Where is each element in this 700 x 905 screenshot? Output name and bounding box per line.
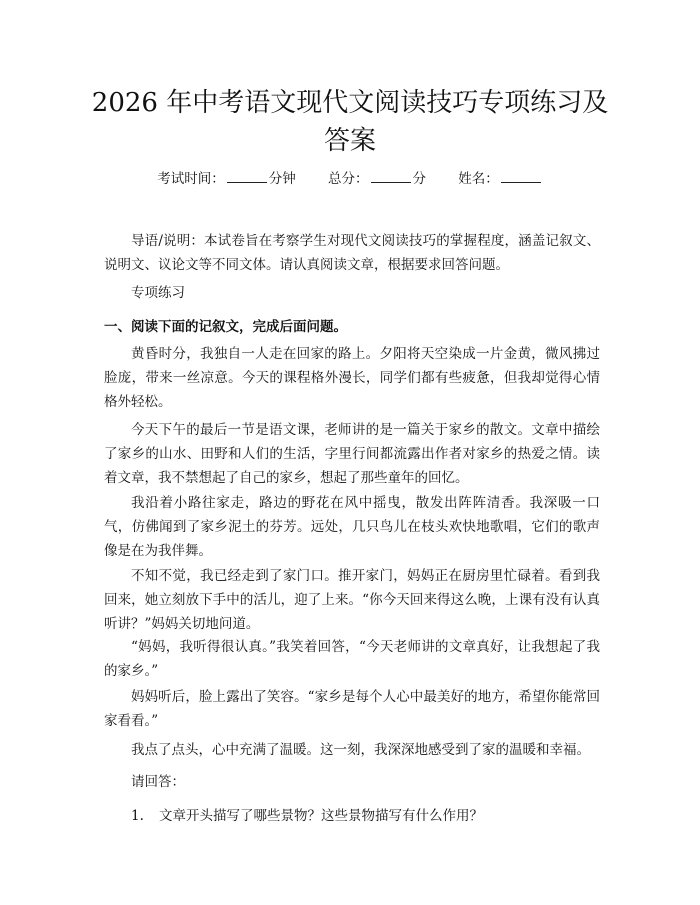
story-paragraph-2: 今天下午的最后一节是语文课，老师讲的是一篇关于家乡的散文。文章中描绘了家乡的山水、田野和人们的生活，字里行间都流露出作者对家乡的热爱之情。读着文章，我不禁想起了自己的家乡，想起了那些童年的回忆。 [104, 422, 600, 486]
story-paragraph-1: 黄昏时分，我独自一人走在回家的路上。夕阳将天空染成一片金黄，微风拂过脸庞，带来一丝凉意。今天的课程格外漫长，同学们都有些疲惫，但我却觉得心情格外轻松。 [104, 346, 600, 410]
story-paragraph-5: “妈妈，我听得很认真。”我笑着回答，“今天老师讲的文章真好，让我想起了我的家乡。” [104, 639, 600, 679]
exam-time-blank [227, 168, 267, 183]
exam-name [458, 171, 543, 187]
exam-name-label: 姓名： [458, 171, 499, 187]
exam-score-label: 总分： [328, 171, 369, 187]
exam-info-line [90, 168, 610, 189]
question-number: 1. [131, 808, 144, 824]
document-title: 2026 年中考语文现代文阅读技巧专项练习及答案 [91, 88, 609, 156]
exam-score [328, 171, 426, 187]
exam-score-unit: 分 [412, 171, 426, 187]
questions-prompt: 请回答： [131, 774, 185, 790]
exam-name-blank [501, 168, 541, 183]
question-text: 文章开头描写了哪些景物？这些景物描写有什么作用？ [159, 808, 483, 824]
exam-score-blank [371, 168, 411, 183]
story-paragraph-7: 我点了点头，心中充满了温暖。这一刻，我深深地感受到了家的温暖和幸福。 [131, 742, 590, 758]
part-heading: 一、阅读下面的记叙文，完成后面问题。 [104, 319, 347, 335]
story-paragraph-6: 妈妈听后，脸上露出了笑容。“家乡是每个人心中最美好的地方，希望你能常回家看看。” [104, 689, 600, 729]
story-paragraph-4: 不知不觉，我已经走到了家门口。推开家门，妈妈正在厨房里忙碌着。看到我回来，她立刻放下手中的活儿，迎了上来。“你今天回来得这么晚，上课有没有认真听讲？”妈妈关切地问道。 [104, 568, 600, 632]
exam-time-unit: 分钟 [268, 171, 296, 187]
intro-paragraph: 导语/说明：本试卷旨在考察学生对现代文阅读技巧的掌握程度，涵盖记叙文、说明文、议论文等不同文体。请认真阅读文章，根据要求回答问题。 [104, 233, 600, 273]
section-label: 专项练习 [131, 285, 185, 301]
exam-time-label: 考试时间： [157, 171, 225, 187]
exam-time [157, 171, 296, 187]
question-item [104, 804, 600, 828]
story-paragraph-3: 我沿着小路往家走，路边的野花在风中摇曳，散发出阵阵清香。我深吸一口气，仿佛闻到了家乡泥土的芬芳。远处，几只鸟儿在枝头欢快地歌唱，它们的歌声像是在为我伴舞。 [104, 495, 600, 559]
